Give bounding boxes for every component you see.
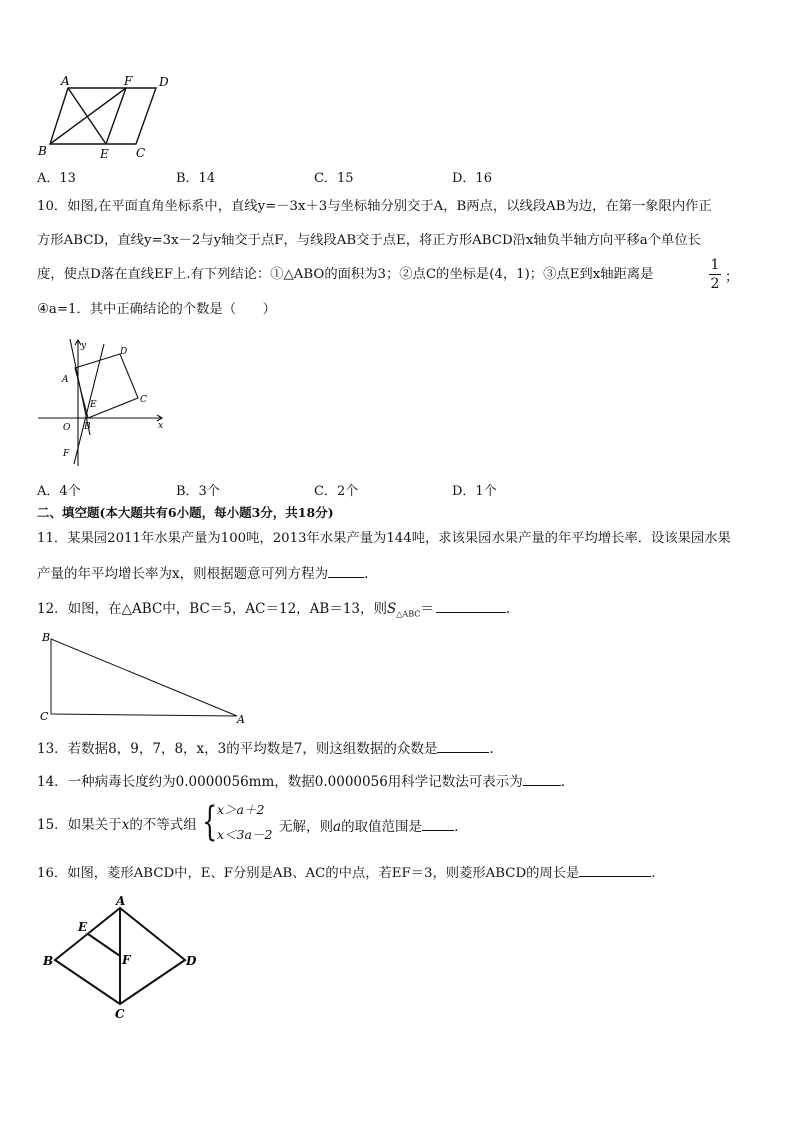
q11-line-2	[37, 563, 368, 583]
segment-bf	[50, 88, 126, 144]
q15-end: .	[454, 819, 459, 835]
q12-line	[37, 598, 510, 624]
q10-figure	[34, 334, 174, 470]
label-b: B	[38, 144, 47, 158]
q9-option-b[interactable]: B．14	[176, 171, 216, 186]
label-e: E	[78, 920, 88, 934]
q14-line	[37, 771, 565, 791]
label-a: A	[237, 713, 245, 725]
q14-text: 14．一种病毒长度约为0.0000056mm，数据0.0000056用科学记数法可表示为	[37, 774, 523, 790]
q16-figure	[38, 894, 208, 1024]
parallelogram-abcd	[50, 88, 156, 144]
label-a: A	[62, 375, 69, 385]
label-a: A	[61, 74, 70, 88]
q15-inequality-2: x＜3a－2	[217, 827, 273, 842]
q15-suffix	[279, 816, 458, 836]
q12-sub: △ABC	[396, 609, 421, 619]
q13-answer-blank[interactable]	[437, 738, 489, 753]
q12-s: S	[387, 601, 397, 617]
q11-answer-blank[interactable]	[328, 563, 364, 578]
q13-text: 13．若数据8，9，7，8，x，3的平均数是7，则这组数据的众数是	[37, 741, 438, 757]
q13-line	[37, 738, 494, 758]
label-o: O	[63, 423, 71, 433]
label-b: B	[43, 954, 54, 968]
q16-text: 16．如图，菱形ABCD中，E、F分别是AB、AC的中点，若EF＝3，则菱形ABCD的周长是	[37, 866, 580, 881]
q12-answer-blank[interactable]	[436, 598, 506, 613]
q9-option-d[interactable]: D．16	[452, 171, 492, 186]
q16-end: .	[651, 866, 656, 881]
fraction-denominator: 2	[710, 276, 720, 292]
label-e: E	[90, 400, 97, 410]
label-d: D	[120, 347, 128, 357]
q11-line-1: 11．某果园2011年水果产量为100吨，2013年水果产量为144吨，求该果园水果产量的年平均增长率．设该果园水果	[37, 531, 731, 546]
q10-line-1: 10．如图,在平面直角坐标系中，直线y=－3x＋3与坐标轴分别交于A，B两点，以线段AB为边，在第一象限内作正	[37, 199, 712, 214]
q11-end: .	[364, 566, 369, 582]
q15-var-a: a	[333, 819, 342, 835]
q15-answer-blank[interactable]	[422, 816, 454, 831]
q14-answer-blank[interactable]	[523, 771, 561, 786]
label-c: C	[140, 395, 147, 405]
label-e: E	[100, 147, 109, 161]
q10-line-3: 度，使点D落在直线EF上.有下列结论：①△ABO的面积为3；②点C的坐标是(4，1)；③点E到x轴距离是	[37, 267, 654, 282]
triangle-abc	[51, 639, 237, 716]
q12-eq: ＝	[420, 601, 434, 617]
q16-answer-blank[interactable]	[579, 862, 651, 877]
system-brace: {	[202, 799, 218, 845]
q15-mid: 的不等式组	[129, 817, 197, 833]
q15-post: 无解，则	[279, 819, 333, 835]
section-2-heading: 二、填空题(本大题共有6小题，每小题3分，共18分)	[37, 505, 334, 520]
q15-post2: 的取值范围是	[341, 819, 423, 835]
label-c: C	[115, 1007, 125, 1021]
label-d: D	[186, 954, 197, 968]
q15-inequality-1: x＞a＋2	[217, 802, 265, 817]
q14-end: .	[560, 774, 566, 790]
q15-pre: 15．如果关于	[37, 817, 122, 833]
label-c: C	[136, 146, 146, 160]
q12-end: .	[505, 601, 511, 617]
q10-line-4: ④a=1．其中正确结论的个数是（ ）	[37, 302, 276, 317]
label-b: B	[42, 631, 51, 644]
segment-ef	[88, 934, 120, 956]
label-y: y	[81, 341, 87, 351]
label-f: F	[122, 953, 131, 967]
q9-option-a[interactable]: A．13	[37, 171, 76, 186]
q16-line	[37, 862, 656, 883]
q10-line-2: 方形ABCD，直线y=3x－2与y轴交于点F，与线段AB交于点E，将正方形ABCD沿x轴负半轴方向平移a个单位长	[37, 233, 701, 248]
q15-var-x: x	[121, 817, 130, 833]
q9-figure	[36, 74, 176, 162]
label-d: D	[159, 75, 169, 89]
label-b: B	[84, 422, 91, 432]
q10-option-b[interactable]: B．3个	[176, 484, 220, 499]
q10-line-3-end: ；	[725, 269, 739, 285]
label-f: F	[124, 74, 133, 88]
q12-text: 12．如图，在△ABC中，BC＝5，AC＝12，AB＝13，则	[37, 601, 388, 617]
label-a: A	[116, 894, 126, 908]
label-c: C	[40, 710, 49, 723]
q10-option-c[interactable]: C．2个	[314, 484, 359, 499]
q12-figure	[38, 630, 253, 725]
q11-line-2-text: 产量的年平均增长率为x，则根据题意可列方程为	[37, 566, 329, 582]
label-f: F	[63, 449, 70, 459]
segment-fe	[106, 88, 126, 144]
q10-option-a[interactable]: A．4个	[37, 484, 81, 499]
fraction-numerator: 1	[710, 257, 720, 273]
label-x: x	[158, 421, 164, 431]
q10-fraction	[709, 256, 721, 293]
q10-option-d[interactable]: D．1个	[452, 484, 497, 499]
q13-end: .	[489, 741, 494, 757]
q15-prefix	[37, 816, 197, 834]
q9-option-c[interactable]: C．15	[314, 171, 354, 186]
